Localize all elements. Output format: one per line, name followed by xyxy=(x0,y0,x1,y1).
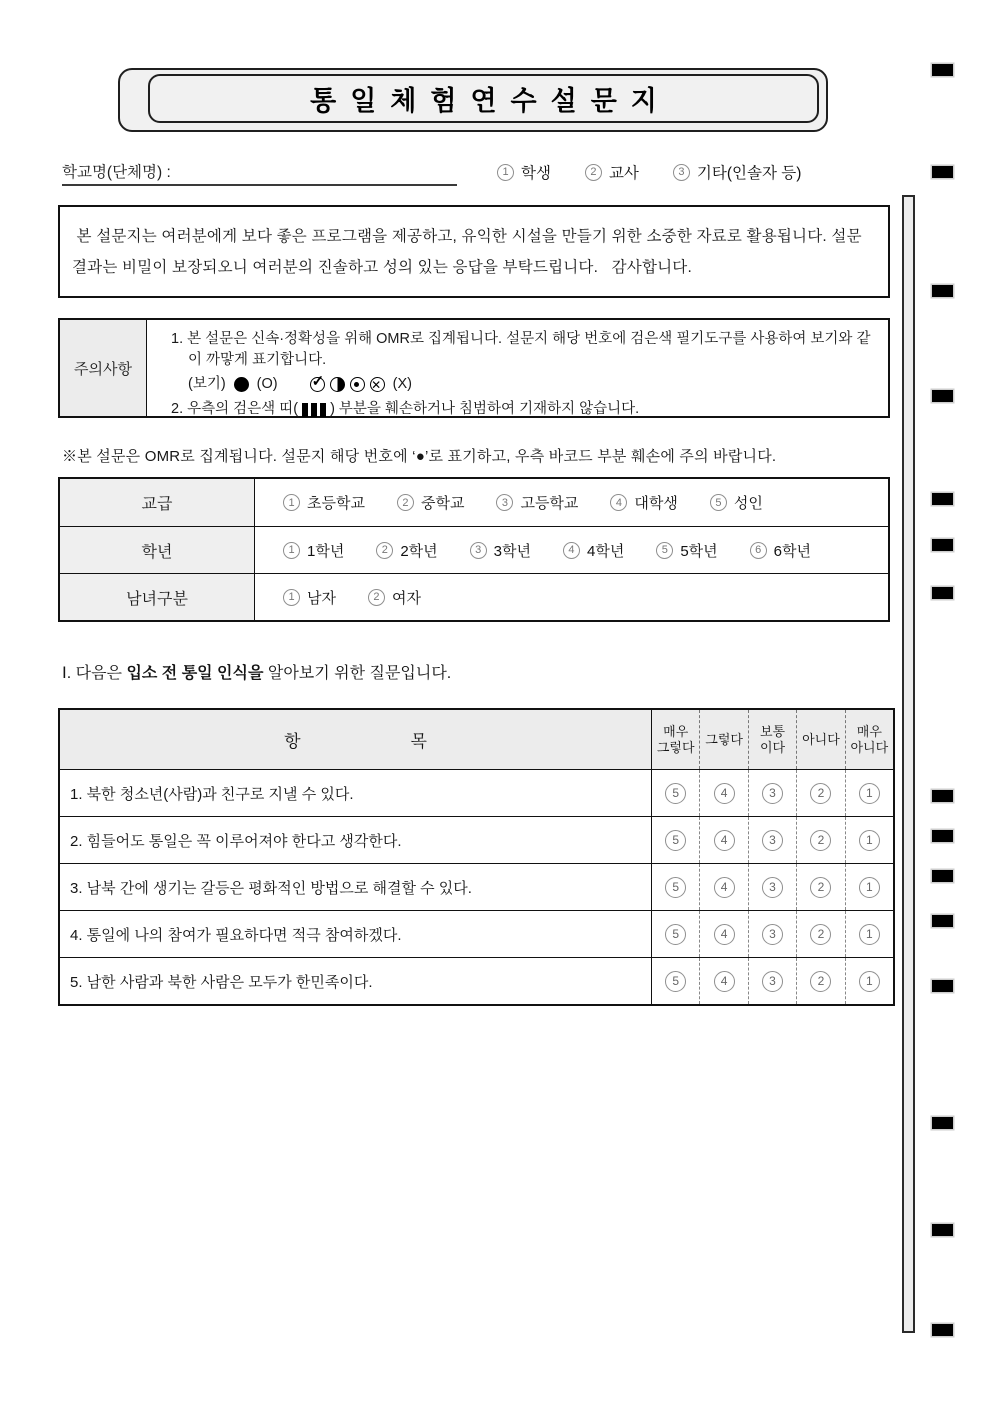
rating-bubble[interactable]: 4 xyxy=(714,877,735,898)
section1-suffix: 알아보기 위한 질문입니다. xyxy=(267,665,452,682)
survey-header-row xyxy=(60,710,893,769)
rating-bubble[interactable]: 1 xyxy=(859,924,880,945)
option-bubble-icon[interactable]: 2 xyxy=(368,589,385,606)
rating-cell xyxy=(652,958,699,1004)
item-header-left: 항 xyxy=(284,732,301,751)
survey-question-text: 3. 남북 간에 생기는 갈등은 평화적인 방법으로 해결할 수 있다. xyxy=(60,864,652,910)
rating-header-line: 아니다 xyxy=(850,739,889,755)
rating-column-header xyxy=(796,710,844,769)
rating-bubble[interactable]: 1 xyxy=(859,783,880,804)
option-bubble-icon[interactable]: 5 xyxy=(656,542,673,559)
answer-option[interactable] xyxy=(497,161,551,183)
demographics-row xyxy=(60,479,888,526)
omr-timing-mark xyxy=(932,1324,953,1336)
rating-cell xyxy=(845,911,893,957)
caution-item-2-suffix: ) 부분을 훼손하거나 침범하여 기재하지 않습니다. xyxy=(330,401,640,417)
option-label: 성인 xyxy=(733,495,763,512)
demographics-row-options xyxy=(255,479,888,526)
demographics-table xyxy=(58,477,890,622)
demographics-row-label: 남녀구분 xyxy=(60,574,255,620)
rating-bubble[interactable]: 4 xyxy=(714,783,735,804)
omr-timing-mark xyxy=(932,830,953,842)
option-bubble-icon[interactable]: 3 xyxy=(470,542,487,559)
rating-bubble[interactable]: 5 xyxy=(665,783,686,804)
half-filled-circle-icon xyxy=(330,377,345,392)
example-label: (보기) xyxy=(188,376,226,392)
option-label: 중학교 xyxy=(420,495,465,512)
rating-cell xyxy=(699,864,747,910)
omr-timing-mark xyxy=(932,166,953,178)
rating-bubble[interactable]: 3 xyxy=(762,877,783,898)
option-label: 남자 xyxy=(307,589,336,607)
option-label: 기타(인솔자 등) xyxy=(696,165,802,182)
demographics-row-label: 교급 xyxy=(60,479,255,526)
rating-bubble[interactable]: 5 xyxy=(665,971,686,992)
omr-timing-mark xyxy=(932,390,953,402)
section1-heading xyxy=(62,660,451,683)
survey-question-row xyxy=(60,957,893,1004)
rating-bubble[interactable]: 5 xyxy=(665,830,686,851)
marking-example-line xyxy=(188,374,876,395)
omr-timing-mark xyxy=(932,1117,953,1129)
survey-question-text: 1. 북한 청소년(사람)과 친구로 지낼 수 있다. xyxy=(60,770,652,816)
page-title: 통일체험연수설문지 xyxy=(310,86,671,116)
omr-timing-mark xyxy=(932,1224,953,1236)
demographics-row-label: 학년 xyxy=(60,527,255,573)
black-band-icon xyxy=(302,403,326,417)
answer-option[interactable] xyxy=(610,492,677,513)
rating-cell xyxy=(699,817,747,863)
demographics-row-options xyxy=(255,574,888,620)
demographics-row xyxy=(60,573,888,620)
rating-header-line: 아니다 xyxy=(802,731,840,747)
rating-cell xyxy=(699,911,747,957)
option-label: 여자 xyxy=(391,589,421,607)
answer-option[interactable] xyxy=(470,540,531,561)
rating-bubble[interactable]: 3 xyxy=(762,783,783,804)
rating-column-header xyxy=(845,710,893,769)
option-label: 대학생 xyxy=(634,495,678,512)
omr-timing-mark xyxy=(932,587,953,599)
cautions-box xyxy=(58,318,890,418)
section1-topic: 입소 전 통일 인식을 xyxy=(126,665,264,682)
option-bubble-icon[interactable]: 2 xyxy=(585,164,602,181)
option-bubble-icon[interactable]: 1 xyxy=(497,164,514,181)
rating-cell xyxy=(652,770,699,816)
option-bubble-icon[interactable]: 4 xyxy=(610,494,627,511)
option-label: 1학년 xyxy=(307,542,345,560)
rating-bubble[interactable]: 1 xyxy=(859,971,880,992)
answer-option[interactable] xyxy=(368,587,421,608)
demographics-row xyxy=(60,526,888,573)
rating-bubble[interactable]: 5 xyxy=(665,924,686,945)
omr-guard-bar xyxy=(902,195,915,1333)
answer-option[interactable] xyxy=(585,161,639,183)
rating-bubble[interactable]: 4 xyxy=(714,971,735,992)
rating-bubble[interactable]: 5 xyxy=(665,877,686,898)
omr-timing-mark xyxy=(932,539,953,551)
rating-cell xyxy=(845,817,893,863)
rating-cell xyxy=(652,817,699,863)
rating-header-line: 매우 xyxy=(663,723,689,739)
survey-question-text: 2. 힘들어도 통일은 꼭 이루어져야 한다고 생각한다. xyxy=(60,817,652,863)
option-bubble-icon[interactable]: 2 xyxy=(376,542,393,559)
answer-option[interactable] xyxy=(283,587,336,608)
rating-header-line: 보통 xyxy=(759,723,786,739)
rating-bubble[interactable]: 1 xyxy=(859,830,880,851)
option-bubble-icon[interactable]: 1 xyxy=(283,494,300,511)
filled-circle-icon xyxy=(234,377,249,392)
survey-table xyxy=(58,708,895,1006)
rating-bubble[interactable]: 2 xyxy=(810,783,831,804)
answer-option[interactable] xyxy=(283,540,344,561)
rating-cell xyxy=(845,958,893,1004)
rating-bubble[interactable]: 1 xyxy=(859,877,880,898)
demographics-row-options xyxy=(255,527,888,573)
omr-timing-mark xyxy=(932,870,953,882)
omr-note: ※본 설문은 OMR로 집계됩니다. 설문지 해당 번호에 ‘●’로 표기하고, 우측 바코드 부분 훼손에 주의 바랍니다. xyxy=(62,448,777,465)
option-bubble-icon[interactable]: 1 xyxy=(283,542,300,559)
rating-header-line: 이다 xyxy=(759,739,786,755)
form-title-box xyxy=(118,68,828,132)
rating-cell xyxy=(748,817,796,863)
school-name-field[interactable] xyxy=(62,160,457,186)
rating-cell xyxy=(652,864,699,910)
rating-cell xyxy=(652,911,699,957)
answer-option[interactable] xyxy=(710,492,763,513)
rating-column-header xyxy=(652,710,699,769)
rating-cell xyxy=(699,958,747,1004)
option-label: 2학년 xyxy=(400,542,438,560)
answer-option[interactable] xyxy=(750,540,811,561)
omr-timing-mark xyxy=(932,493,953,505)
omr-timing-mark xyxy=(932,285,953,297)
rating-bubble[interactable]: 2 xyxy=(810,830,831,851)
rating-column-header xyxy=(748,710,796,769)
item-column-header xyxy=(60,710,652,769)
omr-timing-mark xyxy=(932,64,953,76)
caution-item-1: 1. 본 설문은 신속·정확성을 위해 OMR로 집계됩니다. 설문지 해당 번호에 검은색 필기도구를 사용하여 보기와 같이 까맣게 표기합니다. xyxy=(171,331,871,368)
option-bubble-icon[interactable]: 5 xyxy=(710,494,727,511)
rating-bubble[interactable]: 4 xyxy=(714,830,735,851)
rating-cell xyxy=(796,911,844,957)
rating-cell xyxy=(796,864,844,910)
rating-header-line: 그렇다 xyxy=(656,739,695,755)
survey-question-row xyxy=(60,863,893,910)
rating-cell xyxy=(796,770,844,816)
rating-cell xyxy=(748,770,796,816)
option-bubble-icon[interactable]: 3 xyxy=(673,164,690,181)
item-header-right: 목 xyxy=(410,732,427,751)
check-circle-icon xyxy=(310,377,325,392)
rating-bubble[interactable]: 2 xyxy=(810,924,831,945)
rating-header-line: 그렇다 xyxy=(705,731,743,747)
rating-cell xyxy=(699,770,747,816)
intro-text: 본 설문지는 여러분에게 보다 좋은 프로그램을 제공하고, 유익한 시설을 만들기 위한 소중한 자료로 활용됩니다. 설문결과는 비밀이 보장되오니 여러분의 진솔하고 성의 있는 응답을 부탁드립니다. 감사합니다. xyxy=(72,227,862,276)
option-label: 3학년 xyxy=(493,542,531,560)
option-bubble-icon[interactable]: 4 xyxy=(563,542,580,559)
x-circle-icon xyxy=(370,377,385,392)
wrong-mark-examples xyxy=(310,377,385,392)
survey-question-text: 4. 통일에 나의 참여가 필요하다면 적극 참여하겠다. xyxy=(60,911,652,957)
option-label: 5학년 xyxy=(680,542,718,560)
rating-bubble[interactable]: 2 xyxy=(810,877,831,898)
answer-option[interactable] xyxy=(283,492,365,513)
rating-cell xyxy=(796,817,844,863)
rating-cell xyxy=(796,958,844,1004)
rating-bubble[interactable]: 3 xyxy=(762,924,783,945)
option-label: 학생 xyxy=(521,165,551,182)
example-correct-label: (O) xyxy=(256,376,278,392)
survey-question-row xyxy=(60,816,893,863)
example-wrong-label: (X) xyxy=(392,376,412,392)
option-label: 4학년 xyxy=(586,542,625,560)
omr-timing-mark xyxy=(932,790,953,802)
rating-cell xyxy=(748,864,796,910)
survey-question-row xyxy=(60,910,893,957)
rating-cell xyxy=(748,958,796,1004)
rating-bubble[interactable]: 3 xyxy=(762,971,783,992)
rating-header-line: 매우 xyxy=(856,723,882,739)
caution-item-2-prefix: 2. 우측의 검은색 띠( xyxy=(171,401,299,417)
cautions-body xyxy=(147,320,888,416)
survey-question-text: 5. 남한 사람과 북한 사람은 모두가 한민족이다. xyxy=(60,958,652,1004)
survey-question-row xyxy=(60,769,893,816)
option-bubble-icon[interactable]: 3 xyxy=(496,494,513,511)
answer-option[interactable] xyxy=(397,492,464,513)
form-title-inner-box xyxy=(148,74,819,123)
rating-bubble[interactable]: 4 xyxy=(714,924,735,945)
omr-timing-mark xyxy=(932,915,953,927)
option-label: 6학년 xyxy=(773,542,811,560)
caution-item-2 xyxy=(171,399,876,420)
rating-bubble[interactable]: 2 xyxy=(810,971,831,992)
answer-option[interactable] xyxy=(673,161,801,183)
rating-column-header xyxy=(699,710,747,769)
option-bubble-icon[interactable]: 6 xyxy=(750,542,767,559)
answer-option[interactable] xyxy=(376,540,437,561)
option-label: 고등학교 xyxy=(520,495,579,512)
answer-option[interactable] xyxy=(656,540,717,561)
option-bubble-icon[interactable]: 1 xyxy=(283,589,300,606)
section1-prefix: Ⅰ. 다음은 xyxy=(62,665,122,682)
rating-cell xyxy=(748,911,796,957)
answer-option[interactable] xyxy=(496,492,578,513)
dot-circle-icon xyxy=(350,377,365,392)
rating-cell xyxy=(845,770,893,816)
rating-cell xyxy=(845,864,893,910)
respondent-type-options xyxy=(497,161,801,183)
omr-timing-mark xyxy=(932,980,953,992)
option-bubble-icon[interactable]: 2 xyxy=(397,494,414,511)
school-name-label: 학교명(단체명) : xyxy=(62,164,171,181)
option-label: 초등학교 xyxy=(307,495,365,512)
option-label: 교사 xyxy=(608,165,639,182)
answer-option[interactable] xyxy=(563,540,624,561)
cautions-header: 주의사항 xyxy=(60,320,147,416)
rating-bubble[interactable]: 3 xyxy=(762,830,783,851)
intro-box xyxy=(58,205,890,298)
